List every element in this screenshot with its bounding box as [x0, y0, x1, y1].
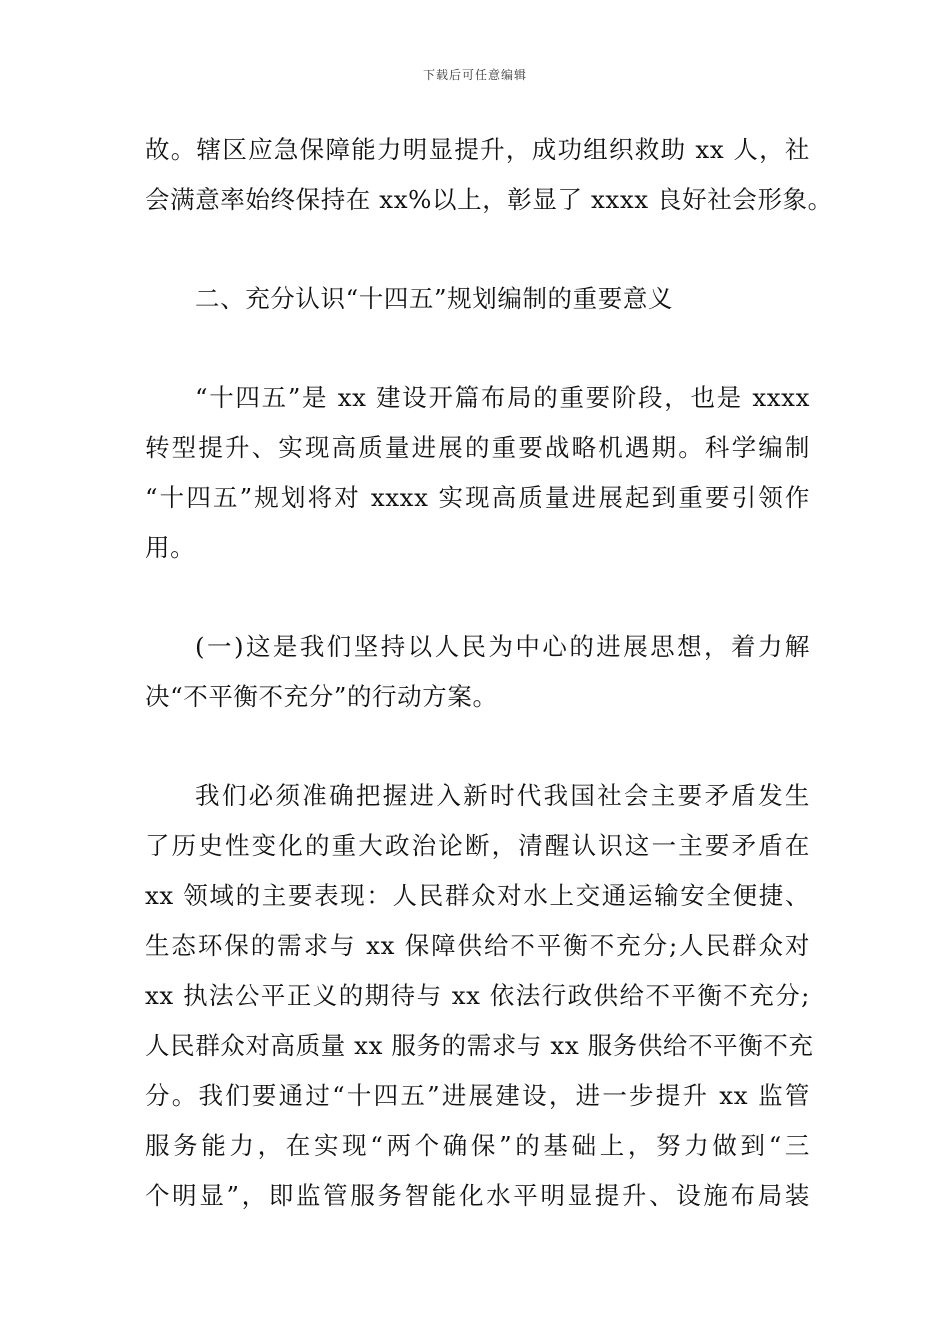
body-line: 我们必须准确把握进入新时代我国社会主要矛盾发生: [195, 781, 810, 810]
body-line: 服务能力，在实现“两个确保”的基础上，努力做到“三: [145, 1131, 810, 1160]
header-note: 下载后可任意编辑: [422, 68, 527, 82]
body-line: 个明显”，即监管服务智能化水平明显提升、设施布局装: [145, 1181, 810, 1210]
subsection-heading-cont: 决“不平衡不充分”的行动方案。: [145, 682, 498, 711]
subsection-heading: (一)这是我们坚持以人民为中心的进展思想，着力解: [195, 632, 810, 661]
body-line: xx 领域的主要表现：人民群众对水上交通运输安全便捷、: [145, 881, 810, 910]
section-heading: 二、充分认识“十四五”规划编制的重要意义: [195, 284, 674, 313]
body-line: 生态环保的需求与 xx 保障供给不平衡不充分;人民群众对: [145, 931, 810, 960]
body-line: 会满意率始终保持在 xx%以上，彰显了 xxxx 良好社会形象。: [145, 185, 833, 214]
body-line: “十四五”是 xx 建设开篇布局的重要阶段，也是 xxxx: [195, 383, 810, 412]
body-line: xx 执法公平正义的期待与 xx 依法行政供给不平衡不充分;: [145, 981, 810, 1010]
body-line: “十四五”规划将对 xxxx 实现高质量进展起到重要引领作: [145, 483, 810, 512]
body-line: 分。我们要通过“十四五”进展建设，进一步提升 xx 监管: [145, 1081, 810, 1110]
body-line: 人民群众对高质量 xx 服务的需求与 xx 服务供给不平衡不充: [145, 1031, 814, 1060]
body-line: 了历史性变化的重大政治论断，清醒认识这一主要矛盾在: [145, 831, 810, 860]
body-line: 故。辖区应急保障能力明显提升，成功组织救助 xx 人，社: [145, 135, 810, 164]
body-line: 转型提升、实现高质量进展的重要战略机遇期。科学编制: [145, 433, 810, 462]
body-line: 用。: [145, 533, 196, 562]
